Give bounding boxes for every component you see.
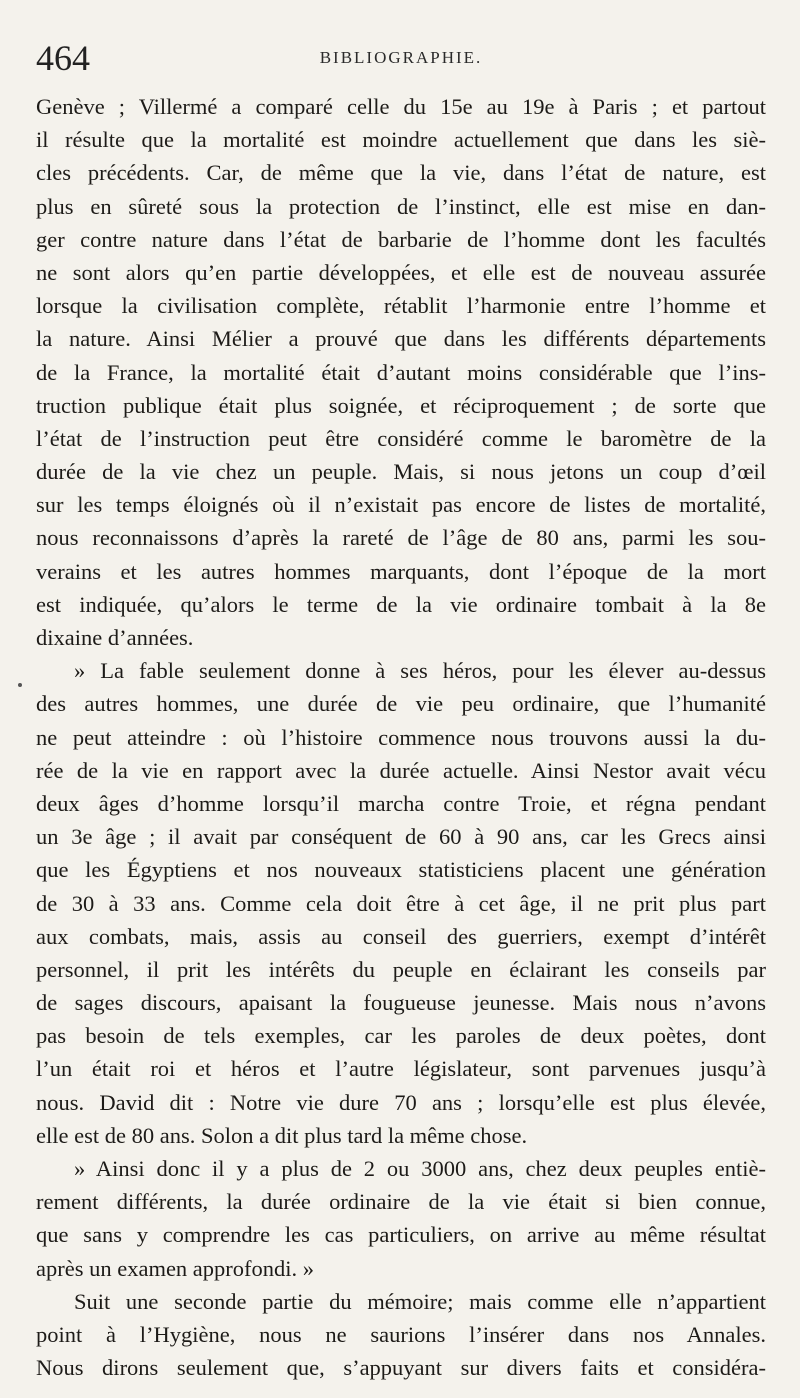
text-line: truction publique était plus soignée, et réciproquement ; de sorte que: [36, 392, 766, 418]
text-line: Suit une seconde partie du mémoire; mais comme elle n’appartient: [74, 1288, 766, 1314]
text-line: rée de la vie en rapport avec la durée actuelle. Ainsi Nestor avait vécu: [36, 757, 766, 783]
text-line: il résulte que la mortalité est moindre actuellement que dans les siè-: [36, 127, 766, 153]
text-line: des autres hommes, une durée de vie peu ordinaire, que l’humanité: [36, 691, 766, 717]
text-line: verains et les autres hommes marquants, dont l’époque de la mort: [36, 558, 766, 584]
page-header: [36, 38, 766, 78]
text-line: plus en sûreté sous la protection de l’instinct, elle est mise en dan-: [36, 193, 766, 219]
text-line: pas besoin de tels exemples, car les paroles de deux poètes, dont: [36, 1023, 766, 1049]
text-line: est indiquée, qu’alors le terme de la vie ordinaire tombait à la 8e: [36, 591, 766, 617]
ink-speck: [18, 683, 22, 687]
text-line: point à l’Hygiène, nous ne saurions l’insérer dans nos Annales.: [36, 1321, 766, 1347]
text-line: que sans y comprendre les cas particuliers, on arrive au même résultat: [36, 1222, 766, 1248]
text-line: Genève ; Villermé a comparé celle du 15e au 19e à Paris ; et partout: [36, 94, 766, 119]
text-line: » La fable seulement donne à ses héros, pour les élever au-dessus: [74, 658, 766, 684]
text-line: ger contre nature dans l’état de barbarie de l’homme dont les facultés: [36, 226, 766, 252]
text-line: ne peut atteindre : où l’histoire commence nous trouvons aussi la du-: [36, 724, 766, 750]
text-line: la nature. Ainsi Mélier a prouvé que dans les différents départements: [36, 326, 766, 352]
text-line: après un examen approfondi. »: [36, 1255, 315, 1281]
text-line: rement différents, la durée ordinaire de la vie était si bien connue,: [36, 1189, 766, 1215]
text-line: sur les temps éloignés où il n’existait pas encore de listes de mortalité,: [36, 492, 766, 518]
text-line: elle est de 80 ans. Solon a dit plus tard la même chose.: [36, 1122, 528, 1148]
text-line: que les Égyptiens et nos nouveaux statisticiens placent une génération: [36, 857, 766, 883]
text-line: de sages discours, apaisant la fougueuse jeunesse. Mais nous n’avons: [36, 990, 766, 1016]
text-line: nous. David dit : Notre vie dure 70 ans ; lorsqu’elle est plus élevée,: [36, 1089, 766, 1115]
text-line: l’un était roi et héros et l’autre législateur, sont parvenues jusqu’à: [36, 1056, 766, 1082]
text-line: cles précédents. Car, de même que la vie, dans l’état de nature, est: [36, 160, 766, 186]
text-line: durée de la vie chez un peuple. Mais, si nous jetons un coup d’œil: [36, 459, 766, 485]
text-line: ne sont alors qu’en partie développées, et elle est de nouveau assurée: [36, 259, 766, 285]
text-line: de 30 à 33 ans. Comme cela doit être à cet âge, il ne prit plus part: [36, 890, 766, 916]
text-line: lorsque la civilisation complète, rétablit l’harmonie entre l’homme et: [36, 293, 766, 319]
text-line: deux âges d’homme lorsqu’il marcha contre Troie, et régna pendant: [36, 790, 766, 816]
text-line: l’état de l’instruction peut être considéré comme le baromètre de la: [36, 425, 766, 451]
text-line: personnel, il prit les intérêts du peuple en éclairant les conseils par: [36, 956, 766, 982]
running-head: BIBLIOGRAPHIE.: [319, 48, 483, 67]
text-line: aux combats, mais, assis au conseil des guerriers, exempt d’intérêt: [36, 923, 766, 949]
text-line: » Ainsi donc il y a plus de 2 ou 3000 ans, chez deux peuples entiè-: [74, 1156, 766, 1181]
body-text: [36, 90, 766, 1384]
text-line: de la France, la mortalité était d’autant moins considérable que l’ins-: [36, 359, 766, 385]
text-line: nous reconnaissons d’après la rareté de l’âge de 80 ans, parmi les sou-: [36, 525, 766, 551]
text-line: dixaine d’années.: [36, 625, 194, 650]
page-number: 464: [36, 38, 90, 78]
text-line: un 3e âge ; il avait par conséquent de 60 à 90 ans, car les Grecs ainsi: [36, 824, 766, 850]
text-line: Nous dirons seulement que, s’appuyant sur divers faits et considéra-: [36, 1355, 766, 1381]
